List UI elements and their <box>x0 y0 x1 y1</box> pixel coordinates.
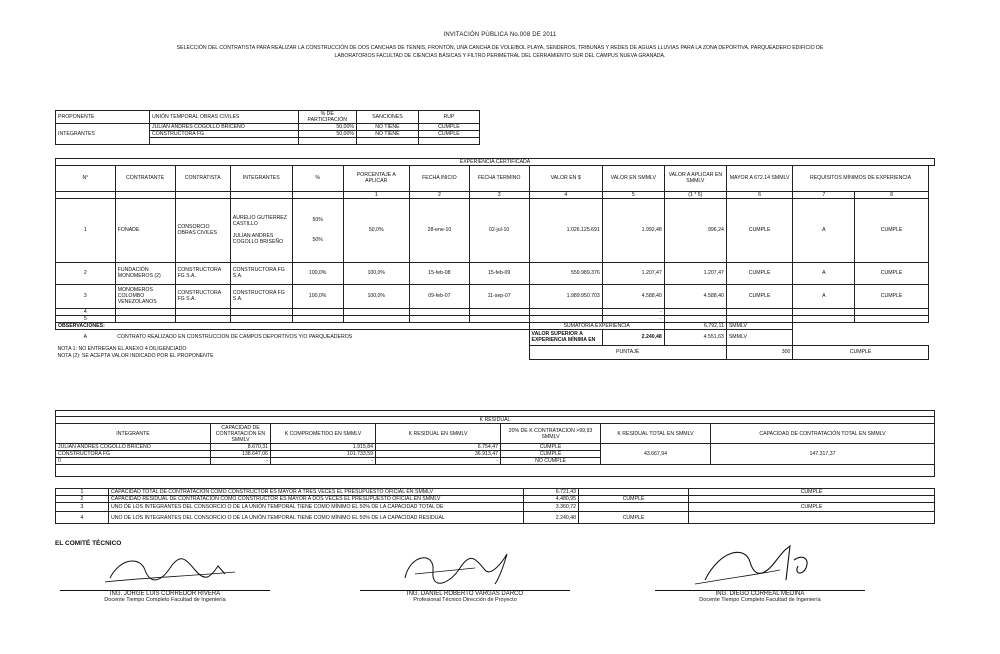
criteria-n: 1 <box>56 489 109 496</box>
signatory-name: ING. JORGE LUIS CORREDOR RIVERA <box>60 590 270 597</box>
proponent-table <box>55 110 480 145</box>
signature-scribble <box>690 540 830 588</box>
criteria-result2: CUMPLE <box>689 489 935 496</box>
row-req7: A <box>793 284 855 308</box>
member-name: JULIAN ANDRES COGOLLO BRICEÑO <box>150 124 299 131</box>
row-n: 4 <box>56 308 116 315</box>
description-line-1: SELECCIÓN DEL CONTRATISTA PARA REALIZAR LA CONSTRUCCIÓN DE DOS CANCHAS DE TENNIS, FRONTÓN, UNA CANCHA DE VOLEIBOL PLAYA, SENDEROS, TRIBUNAS Y REDES DE AGUAS LLUVIAS PARA LA ZONA DEPORTIVA, PARQUEADERO EDIFICIO DE <box>176 45 824 51</box>
row-mayor: CUMPLE <box>726 284 793 308</box>
criteria-text: UNO DE LOS INTEGRANTES DEL CONSORCIO O DE LA UNIÓN TEMPORAL TIENE COMO MÍNIMO EL 50% DE LA CAPACIDAD TOTAL DE <box>109 503 524 512</box>
k-residual-title: K RESIDUAL <box>56 417 935 424</box>
row-integrantes <box>230 198 292 262</box>
member-pct: 50,00% <box>298 131 356 138</box>
row-porcentaje: 100,0% <box>343 284 410 308</box>
col-integrante: INTEGRANTE <box>56 424 211 444</box>
member-pct: 50,00% <box>298 124 356 131</box>
col-capacidad-total: CAPACIDAD DE CONTRATACIÓN TOTAL EN SMMLV <box>711 424 935 444</box>
row-smmlv: 1.992,48 <box>602 198 664 262</box>
table-row <box>56 284 935 308</box>
criteria-text: CAPACIDAD RESIDUAL DE CONTRATACIÓN COMO CONSTRUCTOR ES MAYOR A DOS VECES EL PRESUPUESTO OFICIAL EN SMMLV <box>109 496 524 503</box>
table-row <box>56 512 935 524</box>
row-pct <box>292 198 343 262</box>
criteria-result <box>579 503 689 512</box>
puntaje-result: CUMPLE <box>793 345 928 359</box>
member-sanciones: NO TIENE <box>356 124 418 131</box>
row-req8: CUMPLE <box>855 262 928 284</box>
nota-1: NOTA 1: NO ENTREGAN EL ANEXO 4 DILIGENCIADO <box>57 345 187 352</box>
puntaje-value: 300 <box>726 345 793 359</box>
row-capacidad: 138.647,06 <box>211 451 271 458</box>
col-inicio: FECHA INICIO <box>410 165 470 191</box>
signatory-3 <box>655 590 865 603</box>
row-aplicar: 4.588,40 <box>664 284 726 308</box>
row-pct: 100,0% <box>292 284 343 308</box>
criteria-result: CUMPLE <box>579 496 689 503</box>
row-valor: 559.989.376 <box>529 262 602 284</box>
criteria-n: 4 <box>56 512 109 524</box>
empty-marker: - <box>602 308 664 315</box>
signature-1 <box>100 548 240 588</box>
row-porcentaje: 100,0% <box>343 262 410 284</box>
row-veinte: NO CUMPLE <box>501 458 601 465</box>
signature-scribble <box>100 548 240 588</box>
obs-a-text: CONTRATO REALIZADO EN CONSTRUCCION DE CAMPOS DEPORTIVOS Y/O PARQUEADEROS <box>117 334 353 341</box>
col-mayor: MAYOR A 672.14 SMMLV <box>726 165 793 191</box>
row-pct: 100,0% <box>292 262 343 284</box>
member-rup: CUMPLE <box>418 131 479 138</box>
row-inicio: 28-ene-10 <box>410 198 470 262</box>
table-row <box>56 262 935 284</box>
signature-scribble <box>395 546 535 588</box>
valor-superior-label: VALOR SUPERIOR A EXPERIENCIA MÍNIMA EN <box>529 329 602 345</box>
row-contratante: MONOMEROS COLOMBO VENEZOLANOS <box>115 284 175 308</box>
row-contratista: CONSTRUCTORA FG S.A. <box>175 262 230 284</box>
member-sanciones: NO TIENE <box>356 131 418 138</box>
row-veinte: CUMPLE <box>501 451 601 458</box>
row-porcentaje: 50,0% <box>343 198 410 262</box>
table-row <box>56 308 935 315</box>
description-line-2: LABORATORIOS FACULTAD DE CIENCIAS BÁSICAS Y FILTRO PERIMETRAL DEL CERRAMIENTO SUR DEL CAMPUS NUEVA GRANADA. <box>334 53 666 59</box>
criteria-result <box>579 489 689 496</box>
row-integrante: 0 <box>56 458 211 465</box>
sumatoria-label: SUMATORIA EXPERIENCIA <box>529 322 664 329</box>
pct-a: 50% <box>312 217 323 223</box>
criteria-n: 3 <box>56 503 109 512</box>
row-contratista: CONSTRUCTORA FG S.A. <box>175 284 230 308</box>
col-number: 8 <box>855 191 928 198</box>
rup-header: RUP <box>418 111 479 124</box>
member-name: CONSTRUCTORA FG <box>150 131 299 138</box>
col-contratista: CONTRATISTA <box>175 165 230 191</box>
col-termino: FECHA TERMINO <box>469 165 529 191</box>
row-req8: CUMPLE <box>855 198 928 262</box>
signature-3 <box>690 540 830 588</box>
valor-superior-value2: 4.551,63 <box>664 329 726 345</box>
signatory-2 <box>360 590 570 603</box>
row-residual: 6.754,47 <box>376 444 501 451</box>
signatory-role: Profesional Técnico Dirección de Proyecto <box>413 597 517 603</box>
col-valor: VALOR EN $ <box>529 165 602 191</box>
criteria-text: CAPACIDAD TOTAL DE CONTRATACIÓN COMO CONSTRUCTOR ES MAYOR A TRES VECES EL PRESUPUESTO OFICIAL EN SMMLV <box>109 489 524 496</box>
row-capacidad: - <box>211 458 271 465</box>
criteria-result2 <box>689 496 935 503</box>
signatory-name: ING. DANIEL ROBERTO VARGAS DARCO <box>360 590 570 597</box>
obs-a-letter: A <box>83 334 88 341</box>
row-integrantes: CONSTRUCTORA FG S.A. <box>230 262 292 284</box>
row-inicio: 09-feb-07 <box>410 284 470 308</box>
table-row <box>56 198 935 262</box>
k-residual-total: 43.667,94 <box>601 444 711 465</box>
col-integrantes: INTEGRANTES <box>230 165 292 191</box>
row-integrante: JULIAN ANDRES COGOLLO BRICEÑO <box>56 444 211 451</box>
row-req7: A <box>793 262 855 284</box>
signature-2 <box>395 546 535 588</box>
table-row <box>56 315 935 322</box>
sumatoria-value: 6.792,11 <box>664 322 726 329</box>
sumatoria-unit: SMMLV <box>726 322 793 329</box>
document-description <box>60 44 940 60</box>
row-req8: CUMPLE <box>855 284 928 308</box>
row-capacidad: 8.670,31 <box>211 444 271 451</box>
col-residual: K RESIDUAL EN SMMLV <box>376 424 501 444</box>
row-contratante: FUNDACIÓN MONOMEROS (2) <box>115 262 175 284</box>
observaciones-label: OBSERVACIONES: <box>56 322 530 329</box>
row-n: 2 <box>56 262 116 284</box>
col-n: N° <box>56 165 116 191</box>
table-row <box>56 489 935 496</box>
committee-title: EL COMITÉ TÉCNICO <box>55 540 122 547</box>
row-termino: 15-feb-09 <box>469 262 529 284</box>
criteria-text: UNO DE LOS INTEGRANTES DEL CONSORCIO O DE LA UNIÓN TEMPORAL TIENE COMO MÍNIMO EL 50% DE LA CAPACIDAD RESIDUAL <box>109 512 524 524</box>
member-rup: CUMPLE <box>418 124 479 131</box>
row-smmlv: 1.207,47 <box>602 262 664 284</box>
col-comprometido: K COMPROMETIDO EN SMMLV <box>271 424 376 444</box>
k-residual-table <box>55 410 935 477</box>
col-number: 6 <box>726 191 793 198</box>
row-smmlv: 4.588,40 <box>602 284 664 308</box>
table-row <box>56 496 935 503</box>
col-number: (1 * 5) <box>664 191 726 198</box>
row-inicio: 15-feb-08 <box>410 262 470 284</box>
row-integrantes: CONSTRUCTORA FG S.A. <box>230 284 292 308</box>
col-contratante: CONTRATANTE <box>115 165 175 191</box>
criteria-table <box>55 488 935 524</box>
col-pct: % <box>292 165 343 191</box>
col-smmlv: VALOR EN SMMLV <box>602 165 664 191</box>
row-aplicar: 996,24 <box>664 198 726 262</box>
row-mayor: CUMPLE <box>726 198 793 262</box>
col-number: 3 <box>469 191 529 198</box>
proponente-label: PROPONENTE <box>56 111 150 124</box>
criteria-value: 6.721,43 <box>524 489 579 496</box>
valor-superior-unit: SMMLV <box>726 329 793 345</box>
capacidad-total: 147.317,37 <box>711 444 935 465</box>
criteria-value: 2.240,48 <box>524 512 579 524</box>
criteria-value: 3.360,72 <box>524 503 579 512</box>
row-n: 3 <box>56 284 116 308</box>
col-requisitos: REQUISITOS MÍNIMOS DE EXPERIENCIA <box>793 165 928 191</box>
puntaje-label: PUNTAJE <box>529 345 726 359</box>
criteria-result2: CUMPLE <box>689 503 935 512</box>
row-integrante: CONSTRUCTORA FG <box>56 451 211 458</box>
criteria-result: CUMPLE <box>579 512 689 524</box>
row-comprometido: - <box>271 458 376 465</box>
row-valor: 1.026.125.691 <box>529 198 602 262</box>
row-n: 5 <box>56 315 116 322</box>
row-residual: 36.913,47 <box>376 451 501 458</box>
col-number: 5 <box>602 191 664 198</box>
col-veinte: 20% DE K CONTRATACION >99,93 SMMLV <box>501 424 601 444</box>
col-number: 4 <box>529 191 602 198</box>
document-title: INVITACIÓN PÚBLICA No.008 DE 2011 <box>443 32 557 38</box>
col-total: K RESIDUAL TOTAL EN SMMLV <box>601 424 711 444</box>
criteria-value: 4.480,95 <box>524 496 579 503</box>
integrantes-label: INTEGRANTES <box>56 124 150 145</box>
row-contratante: FONADE <box>115 198 175 262</box>
pct-header: % DE PARTICIPACIÓN <box>298 111 356 124</box>
pct-b: 50% <box>312 237 323 243</box>
col-aplicar: VALOR A APLICAR EN SMMLV <box>664 165 726 191</box>
experience-table <box>55 152 935 360</box>
criteria-n: 2 <box>56 496 109 503</box>
signatory-1 <box>60 590 270 603</box>
proponente-name: UNIÓN TEMPORAL OBRAS CIVILES <box>150 111 299 124</box>
signatory-name: ING. DIEGO CORREAL MEDINA <box>655 590 865 597</box>
row-termino: 02-jul-10 <box>469 198 529 262</box>
row-aplicar: 1.207,47 <box>664 262 726 284</box>
integrante-a: AURELIO GUTIERREZ CASTILLO <box>232 215 287 227</box>
signatory-role: Docente Tiempo Completo Facultad de Ingeniería <box>104 597 226 603</box>
row-comprometido: 1.915,84 <box>271 444 376 451</box>
row-termino: 11-sep-07 <box>469 284 529 308</box>
row-n: 1 <box>56 198 116 262</box>
integrante-b: JULIAN ANDRES COGOLLO BRISEÑO <box>232 233 284 245</box>
table-row <box>56 503 935 512</box>
row-comprometido: 101.733,59 <box>271 451 376 458</box>
empty-marker: - <box>602 315 664 322</box>
table-row <box>56 444 935 451</box>
row-residual: - <box>376 458 501 465</box>
col-capacidad: CAPACIDAD DE CONTRATACIÓN EN SMMLV <box>211 424 271 444</box>
valor-superior-value: 2.240,48 <box>602 329 664 345</box>
row-valor: 1.989.950.703 <box>529 284 602 308</box>
signatory-role: Docente Tiempo Completo Facultad de Ingeniería <box>699 597 821 603</box>
row-veinte: CUMPLE <box>501 444 601 451</box>
col-porcentaje: PORCENTAJE A APLICAR <box>343 165 410 191</box>
col-number: 2 <box>410 191 470 198</box>
nota-2: NOTA (2): SE ACEPTA VALOR INDICADO POR EL PROPONENTE <box>57 352 214 359</box>
row-mayor: CUMPLE <box>726 262 793 284</box>
col-number: 7 <box>793 191 855 198</box>
sanciones-header: SANCIONES <box>356 111 418 124</box>
row-req7: A <box>793 198 855 262</box>
col-number: 1 <box>343 191 410 198</box>
experience-section-title: EXPERIENCIA CERTIFICADA <box>56 158 935 165</box>
criteria-result2 <box>689 512 935 524</box>
row-contratista: CONSORCIO OBRAS CIVILES <box>175 198 230 262</box>
